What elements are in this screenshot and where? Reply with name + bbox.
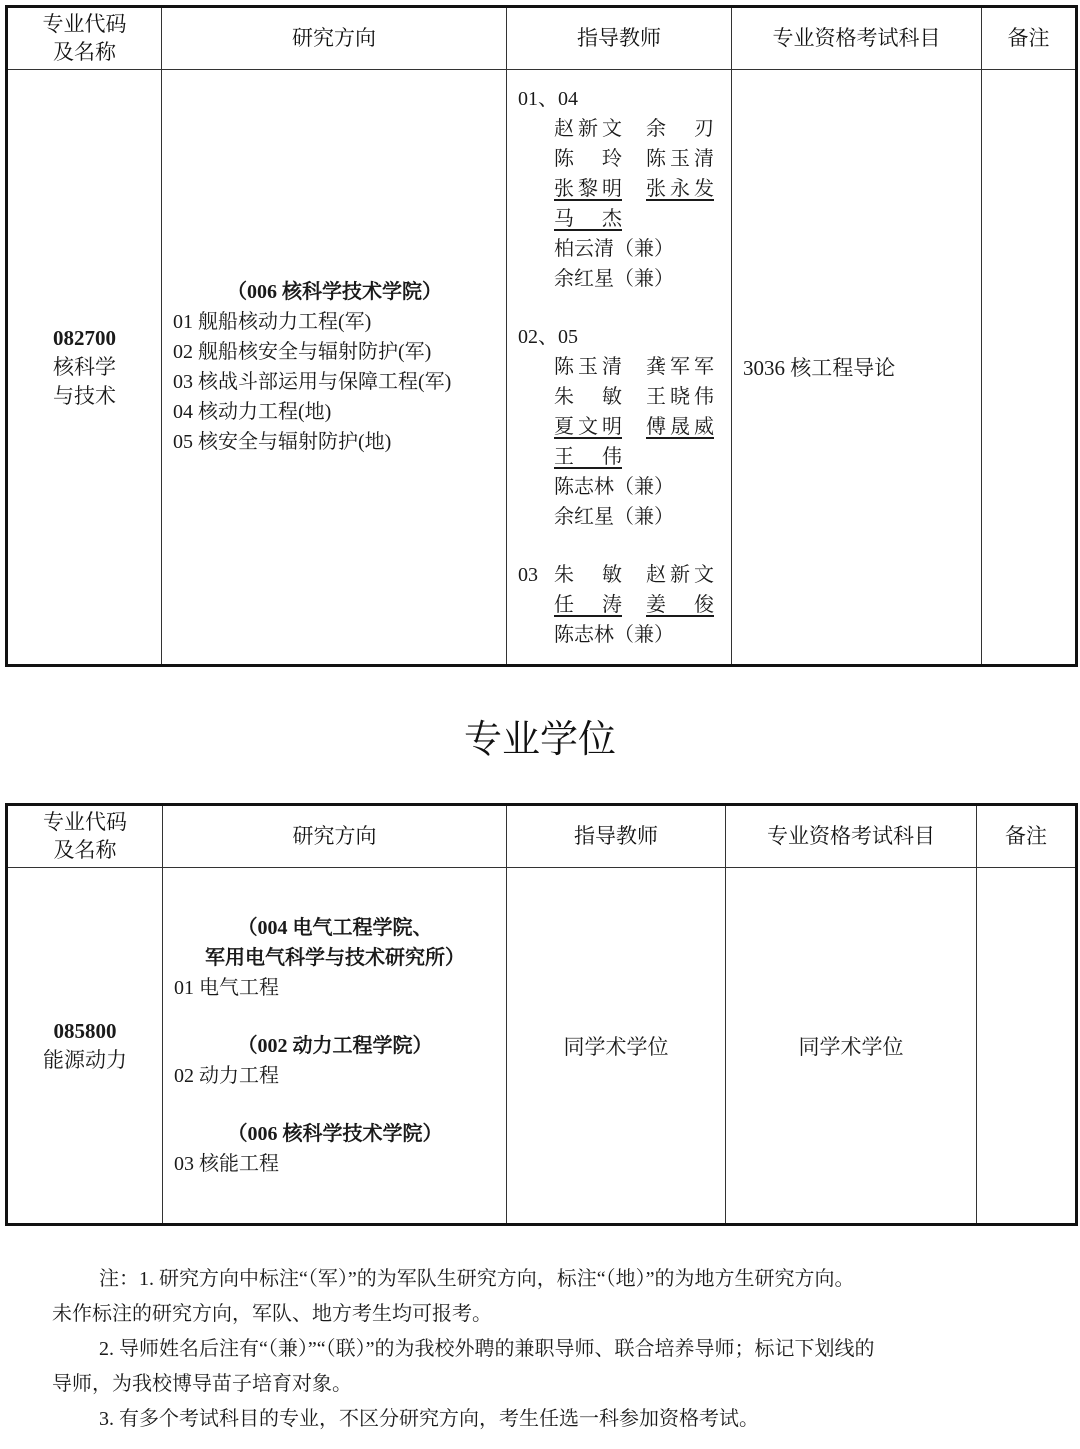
advisor-name-underlined: 张永发 (646, 178, 714, 200)
advisor-row (518, 144, 731, 174)
direction-item: 03 核战斗部运用与保障工程(军) (173, 371, 452, 393)
direction-item: 01 舰船核动力工程(军) (173, 311, 372, 333)
header-code-name (7, 7, 162, 70)
advisor-name: 龚军军 (646, 356, 714, 378)
program-name-line1: 核科学 (53, 355, 116, 379)
school-label: （006 核科学技术学院） (227, 281, 442, 303)
advisor-name: 陈玲 (554, 148, 622, 170)
advisor-row (518, 234, 731, 264)
advisor-name: 朱敏 (554, 386, 622, 408)
advisor-row (518, 442, 731, 472)
advisor-name-underlined: 夏文明 (554, 416, 622, 438)
header-exam: 专业资格考试科目 (726, 805, 977, 868)
remarks-cell (982, 70, 1077, 666)
advisor-row (518, 382, 731, 412)
note-line: 3. 有多个考试科目的专业，不区分研究方向，考生任选一科参加资格考试。 (99, 1408, 759, 1430)
header-remarks: 备注 (982, 7, 1077, 70)
professional-degree-table (5, 803, 1078, 1226)
note-line: 未作标注的研究方向，军队、地方考生均可报考。 (52, 1303, 492, 1325)
advisor-name-underlined: 傅晟威 (646, 416, 714, 438)
header-code-line2: 及名称 (53, 40, 116, 64)
advisor-group-label: 01、04 (518, 88, 578, 110)
program-cell (7, 70, 162, 666)
advisor-name: 赵新文 (646, 564, 714, 586)
header-direction: 研究方向 (162, 7, 507, 70)
table-header-row (7, 805, 1077, 868)
program-cell (7, 868, 163, 1225)
note-line: 注：1. 研究方向中标注“（军）”的为军队生研究方向，标注“（地）”的为地方生研究方向。 (99, 1268, 855, 1290)
direction-item: 01 电气工程 (174, 976, 279, 999)
advisors-cell (507, 70, 732, 666)
direction-item: 05 核安全与辐射防护(地) (173, 431, 392, 453)
header-code-name (7, 805, 163, 868)
advisor-name: 陈玉清 (554, 356, 622, 378)
directions-cell (162, 70, 507, 666)
school-label: （004 电气工程学院、 (237, 916, 433, 939)
direction-item: 03 核能工程 (174, 1152, 279, 1175)
header-advisors: 指导教师 (507, 805, 726, 868)
header-remarks: 备注 (977, 805, 1077, 868)
advisor-name-parttime: 余红星（兼） (554, 506, 674, 528)
advisor-name-underlined: 任涛 (554, 594, 622, 616)
note-line: 导师，为我校博导苗子培育对象。 (52, 1373, 352, 1395)
advisor-row (518, 560, 731, 590)
direction-item: 02 动力工程 (174, 1064, 279, 1087)
directions-cell (163, 868, 507, 1225)
program-name: 能源动力 (43, 1048, 127, 1072)
header-advisors: 指导教师 (507, 7, 732, 70)
advisor-name: 陈玉清 (646, 148, 714, 170)
table-row (7, 868, 1077, 1225)
school-label: （002 动力工程学院） (237, 1034, 433, 1057)
advisor-group-label: 02、05 (518, 326, 578, 348)
header-code-line1: 专业代码 (43, 810, 127, 834)
advisor-name-underlined: 姜俊 (646, 594, 714, 616)
school-label: （006 核科学技术学院） (227, 1122, 443, 1145)
table-header-row (7, 7, 1077, 70)
advisor-name-parttime: 陈志林（兼） (554, 476, 674, 498)
header-exam: 专业资格考试科目 (732, 7, 982, 70)
school-label: 军用电气科学与技术研究所） (205, 946, 465, 969)
advisor-name: 朱敏 (554, 564, 622, 586)
advisor-group-label: 03 (518, 564, 538, 586)
header-code-line1: 专业代码 (42, 12, 127, 36)
advisor-row (518, 204, 731, 234)
advisor-name-underlined: 王伟 (554, 446, 622, 468)
advisor-row (518, 352, 731, 382)
advisor-row (518, 114, 731, 144)
advisor-name-parttime: 柏云清（兼） (554, 238, 674, 260)
advisor-row (518, 174, 731, 204)
advisor-name-parttime: 余红星（兼） (554, 268, 674, 290)
advisor-row (518, 620, 731, 650)
academic-degree-table (5, 5, 1078, 667)
notes-section (52, 1262, 1042, 1437)
header-direction: 研究方向 (163, 805, 507, 868)
program-code: 085800 (53, 1018, 117, 1043)
program-name-line2: 与技术 (53, 384, 116, 408)
table-row (7, 70, 1077, 666)
advisor-row (518, 412, 731, 442)
advisor-name: 赵新文 (554, 118, 622, 140)
program-code: 082700 (53, 325, 116, 350)
advisor-name: 王晓伟 (646, 386, 714, 408)
remarks-cell (977, 868, 1077, 1225)
advisor-row (518, 590, 731, 620)
advisor-name-underlined: 张黎明 (554, 178, 622, 200)
advisors-cell: 同学术学位 (507, 868, 726, 1225)
direction-item: 04 核动力工程(地) (173, 401, 332, 423)
advisor-row (518, 472, 731, 502)
advisor-name-parttime: 陈志林（兼） (554, 624, 674, 646)
exam-cell: 同学术学位 (726, 868, 977, 1225)
advisor-name-underlined: 马杰 (554, 208, 622, 230)
exam-cell: 3036 核工程导论 (732, 70, 982, 666)
advisor-name: 余刃 (646, 118, 714, 140)
advisor-row (518, 264, 731, 294)
section-title: 专业学位 (463, 719, 616, 761)
header-code-line2: 及名称 (53, 838, 117, 862)
advisor-row (518, 502, 731, 532)
direction-item: 02 舰船核安全与辐射防护(军) (173, 341, 432, 363)
note-line: 2. 导师姓名后注有“（兼）”“（联）”的为我校外聘的兼职导师、联合培养导师；标记下划线的 (99, 1338, 875, 1360)
